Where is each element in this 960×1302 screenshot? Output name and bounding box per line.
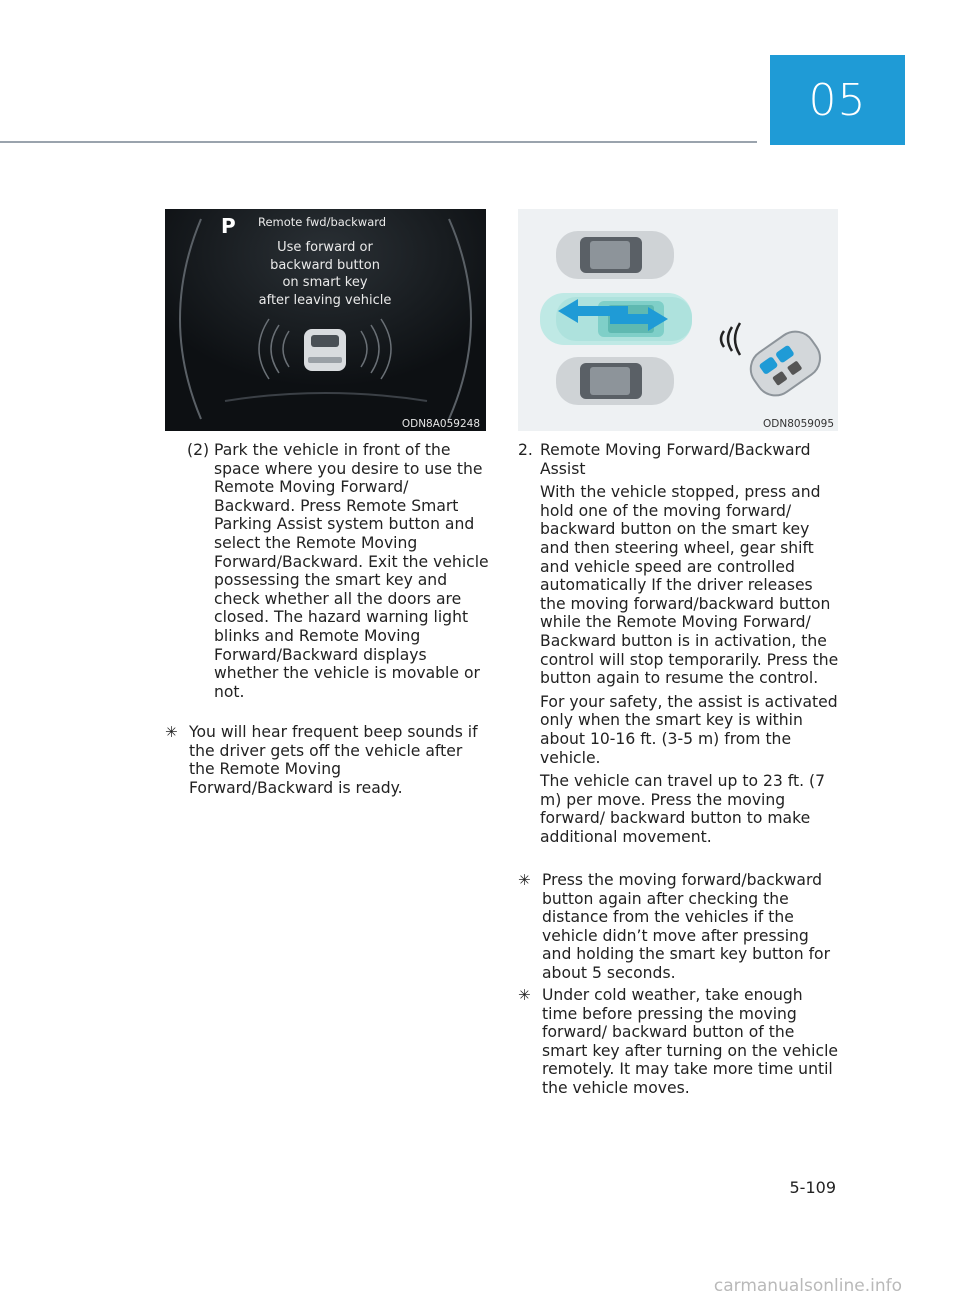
parked-car-bottom — [556, 357, 674, 405]
step-heading: Remote Moving Forward/Backward Assist — [540, 441, 811, 478]
cluster-message-line: after leaving vehicle — [258, 292, 392, 308]
cluster-message-line: on smart key — [282, 275, 368, 290]
note-mark: ✳ — [518, 871, 531, 889]
note-mark: ✳ — [518, 986, 531, 1004]
cluster-mode-title: Remote fwd/backward — [258, 215, 387, 229]
parking-illustration-figure — [518, 209, 838, 431]
step-number: 2. — [518, 441, 533, 459]
gear-indicator: P — [221, 214, 236, 238]
chapter-tab: 05 — [770, 55, 905, 145]
note-text: Press the moving forward/backward button again after checking the distance from the vehicles if the vehicle didn’t move after pressing and holding the smart key button for about 5 seconds. — [542, 871, 831, 982]
figure-code: ODN8059095 — [763, 418, 834, 430]
right-step — [518, 441, 840, 846]
page-number: 5-109 — [789, 1178, 836, 1197]
left-step — [187, 441, 492, 701]
right-note — [518, 871, 840, 983]
step-text: Park the vehicle in front of the space where you desire to use the Remote Moving Forward/ Backward. Press Remote Smart Parking Assist system button and select the Remote Moving Forward/Backward. Exit the vehicle possessing the smart key and check whether all the doors are closed. The hazard warning light blinks and Remote Moving Forward/Backward displays whether the vehicle is movable or not. — [214, 441, 489, 701]
cluster-message-line: Use forward or — [277, 240, 373, 255]
cluster-display-figure — [165, 209, 486, 431]
step-paragraph: For your safety, the assist is activated only when the smart key is within about 10-16 ft. (3-5 m) from the vehicle. — [540, 692, 838, 767]
watermark: carmanualsonline.info — [713, 1276, 902, 1296]
right-note — [518, 986, 840, 1098]
header-rule — [0, 141, 757, 143]
cluster-message — [225, 239, 425, 309]
parked-car-top — [556, 231, 674, 279]
note-text: Under cold weather, take enough time before pressing the moving forward/ backward button of the smart key after turning on the vehicle remotely. It may take more time until the vehicle moves. — [542, 986, 839, 1097]
car-top-icon — [304, 329, 346, 371]
step-paragraph: With the vehicle stopped, press and hold one of the moving forward/ backward button on the smart key and then steering wheel, gear shift and vehicle speed are controlled automatically If the driver releases the moving forward/backward button while the Remote Moving Forward/ Backward button is in activation, the control will stop temporarily. Press the button again to resume the control. — [540, 483, 839, 688]
cluster-message-line: backward button — [270, 257, 380, 273]
note-mark: ✳ — [165, 723, 178, 741]
step-paragraph: The vehicle can travel up to 23 ft. (7 m) per move. Press the moving forward/ backward button to make additional movement. — [540, 772, 826, 846]
note-text: You will hear frequent beep sounds if the driver gets off the vehicle after the Remote Moving Forward/Backward is ready. — [189, 723, 478, 797]
parking-illustration — [518, 209, 838, 431]
step-number: (2) — [187, 441, 210, 459]
left-note — [165, 723, 490, 797]
figure-code: ODN8A059248 — [401, 418, 480, 430]
